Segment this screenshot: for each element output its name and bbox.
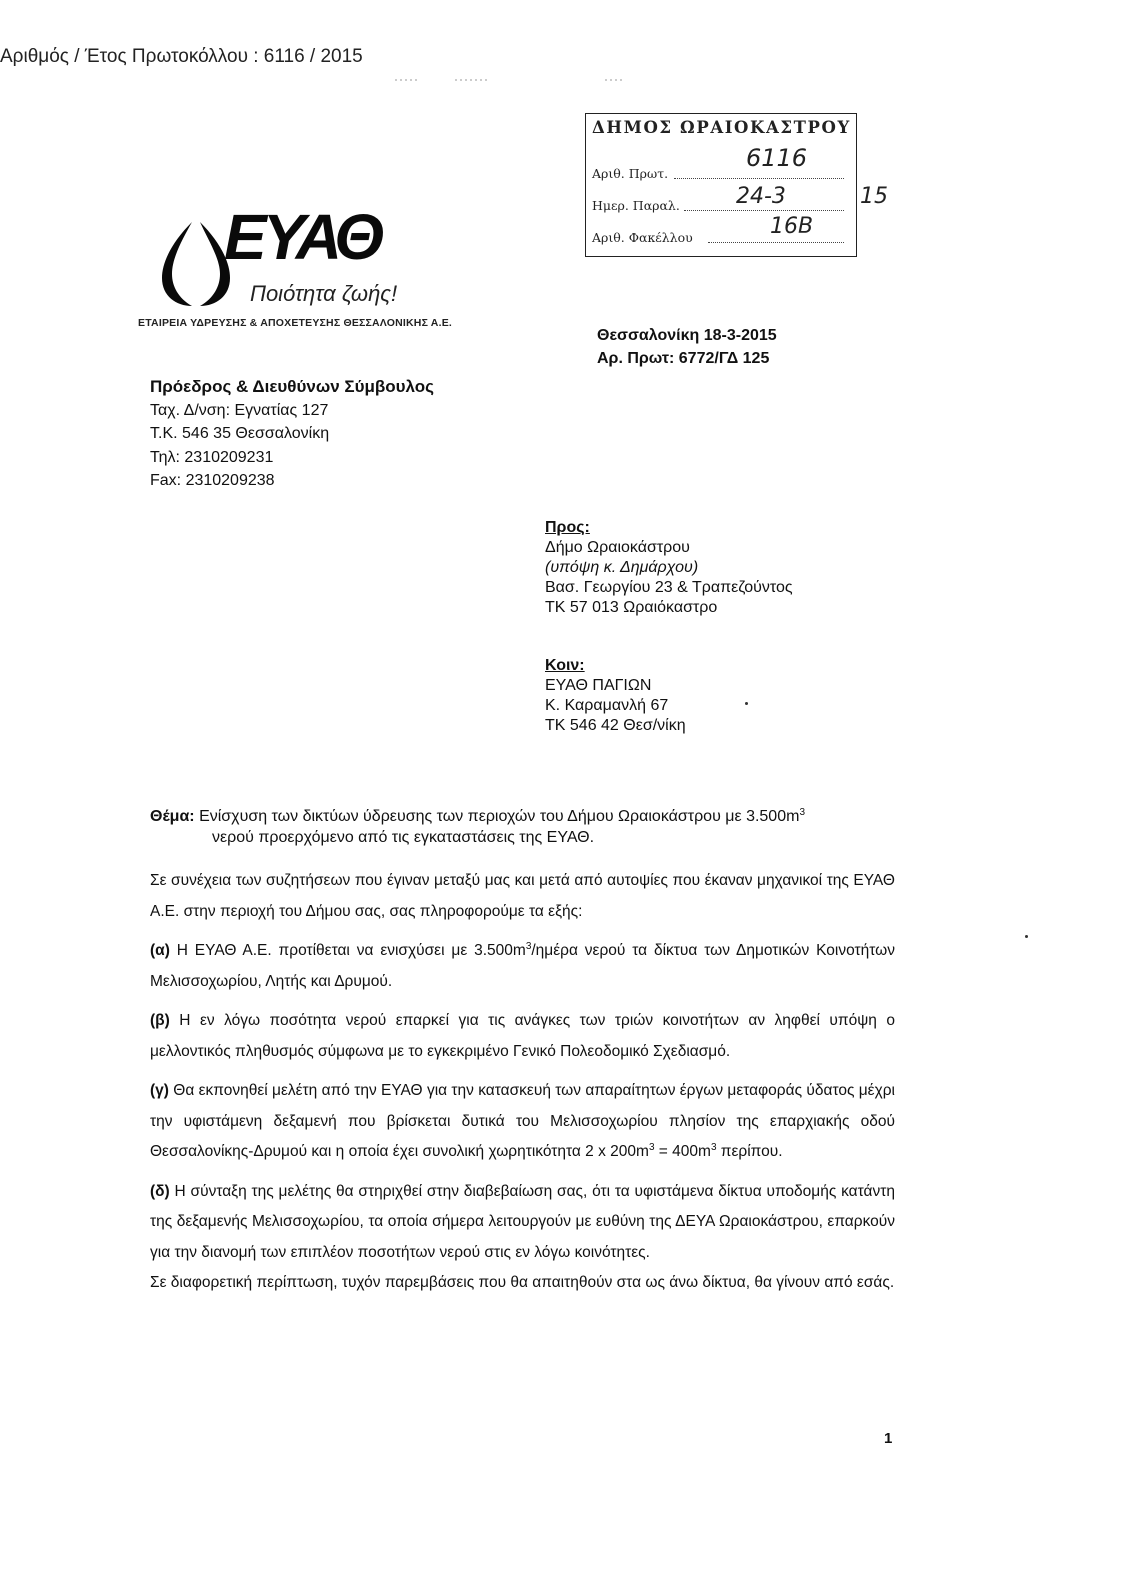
paragraph-text: /ημέρα νερού τα δίκτυα των Δημοτικών Κοινοτήτων Μελισσοχωρίου, Λητής και Δρυμού. xyxy=(150,942,895,990)
letter-date: Θεσσαλονίκη 18-3-2015 xyxy=(597,327,777,344)
stamp-handwritten-year: 15 xyxy=(860,184,888,209)
superscript: 3 xyxy=(799,807,805,818)
page-number: 1 xyxy=(884,1430,893,1447)
stamp-handwritten-folder: 16Β xyxy=(770,214,814,239)
cc-line: ΕΥΑΘ ΠΑΓΙΩΝ xyxy=(545,677,652,694)
cc-block xyxy=(545,656,686,736)
recipient-line: Βασ. Γεωργίου 23 & Τραπεζούντος xyxy=(545,579,793,596)
logo-tagline: Ποιότητα ζωής! xyxy=(250,281,398,306)
cc-line: Κ. Καραμανλή 67 xyxy=(545,697,669,714)
paragraph-label: (α) xyxy=(150,942,170,959)
stamp-handwritten-date: 24-3 xyxy=(736,184,786,209)
stamp-title: ΔΗΜΟΣ ΩΡΑΙΟΚΑΣΤΡΟΥ xyxy=(592,118,851,137)
paragraph-text: Η ΕΥΑΘ Α.Ε. προτίθεται να ενισχύσει με 3.500m xyxy=(176,942,526,959)
superscript: 3 xyxy=(525,941,532,952)
paragraph-text: Η σύνταξη της μελέτης θα στηριχθεί στην διαβεβαίωση σας, ότι τα υφιστάμενα δίκτυα υποδομής κατάντη της δεξαμενής Μελισσοχωρίου, τα οποία σήμερα λειτουργούν με ευθύνη της ΔΕΥΑ Ωραιοκάστρου, επαρκούν για την διανομή των επιπλέον ποσοτήτων νερού στις εν λόγω κοινότητες. xyxy=(150,1182,895,1261)
company-name: ΕΤΑΙΡΕΙΑ ΥΔΡΕΥΣΗΣ & ΑΠΟΧΕΤΕΥΣΗΣ ΘΕΣΣΑΛΟΝΙΚΗΣ Α.Ε. xyxy=(138,317,453,329)
paragraph-a xyxy=(150,936,895,997)
paragraph-b xyxy=(150,1006,895,1067)
cc-heading: Κοιν: xyxy=(545,657,585,674)
stamp-handwritten-protocol: 6116 xyxy=(746,144,808,172)
sender-address: Ταχ. Δ/νση: Εγνατίας 127 xyxy=(150,401,329,419)
stamp-folder-label: Αριθ. Φακέλλου xyxy=(592,230,693,245)
paragraph-c xyxy=(150,1076,895,1168)
superscript: 3 xyxy=(648,1142,655,1153)
paragraph-d xyxy=(150,1177,895,1269)
stamp-date-label: Ημερ. Παραλ. xyxy=(592,198,680,213)
cc-line: ΤΚ 546 42 Θεσ/νίκη xyxy=(545,717,686,734)
stamp-protocol-label: Αριθ. Πρωτ. xyxy=(592,166,669,181)
recipient-line: Δήμο Ωραιοκάστρου xyxy=(545,539,690,556)
scan-dot xyxy=(1025,935,1028,938)
sender-fax: Fax: 2310209238 xyxy=(150,472,275,489)
closing-paragraph: Σε διαφορετική περίπτωση, τυχόν παρεμβάσεις που θα απαιτηθούν στα ως άνω δίκτυα, θα γίνουν από εσάς. xyxy=(150,1274,895,1291)
paragraph-text: Η εν λόγω ποσότητα νερού επαρκεί για τις ανάγκες των τριών κοινοτήτων αν ληφθεί υπόψη ο μελλοντικός πληθυσμός σύμφωνα με το εγκεκριμένο Γενικό Πολεοδομικό Σχεδιασμό. xyxy=(150,1012,895,1060)
scan-artifacts xyxy=(0,0,1137,120)
paragraph-text: = 400m xyxy=(654,1143,711,1160)
sender-phone: Τηλ: 2310209231 xyxy=(150,448,274,466)
subject-text: Ενίσχυση των δικτύων ύδρευσης των περιοχών του Δήμου Ωραιοκάστρου με 3.500m xyxy=(199,808,800,825)
subject-label: Θέμα: xyxy=(150,808,195,825)
paragraph-label: (β) xyxy=(150,1012,170,1029)
recipient-line: ΤΚ 57 013 Ωραιόκαστρο xyxy=(545,599,718,616)
letter-reference: Αρ. Πρωτ: 6772/ΓΔ 125 xyxy=(597,350,770,367)
scan-dot xyxy=(745,702,748,705)
sender-postcode: Τ.Κ. 546 35 Θεσσαλονίκη xyxy=(150,425,330,442)
recipient-heading: Προς: xyxy=(545,519,590,536)
paragraph-text: Θα εκπονηθεί μελέτη από την ΕΥΑΘ για την κατασκευή των απαραίτητων έργων μεταφοράς ύδατος μέχρι την υφιστάμενη δεξαμενή που βρίσκεται δυτικά του Μελισσοχωρίου πλησίον της επαρχιακής οδού Θεσσαλονίκης-Δρυμού και η οποία έχει συνολική χωρητικότητα 2 x 200m xyxy=(150,1082,895,1160)
sender-title: Πρόεδρος & Διευθύνων Σύμβουλος xyxy=(150,377,434,396)
subject-block xyxy=(150,806,1000,848)
subject-text: νερού προερχόμενο από τις εγκαταστάσεις της ΕΥΑΘ. xyxy=(212,829,595,846)
paragraph-text: περίπου. xyxy=(716,1143,783,1160)
recipient-block xyxy=(545,518,793,618)
letter-body xyxy=(150,866,895,1299)
protocol-header: Αριθμός / Έτος Πρωτοκόλλου : 6116 / 2015 xyxy=(0,46,363,67)
paragraph-label: (γ) xyxy=(150,1082,169,1099)
superscript: 3 xyxy=(710,1142,717,1153)
received-stamp xyxy=(585,113,857,257)
paragraph-label: (δ) xyxy=(150,1182,170,1200)
recipient-line: (υπόψη κ. Δημάρχου) xyxy=(545,559,699,576)
logo-wordmark: ΕΥΑΘ xyxy=(224,201,381,273)
sender-block xyxy=(150,375,434,493)
intro-paragraph: Σε συνέχεια των συζητήσεων που έγιναν μεταξύ μας και μετά από αυτοψίες που έκαναν μηχανικοί της ΕΥΑΘ Α.Ε. στην περιοχή του Δήμου σας, σας πληροφορούμε τα εξής: xyxy=(150,872,895,920)
